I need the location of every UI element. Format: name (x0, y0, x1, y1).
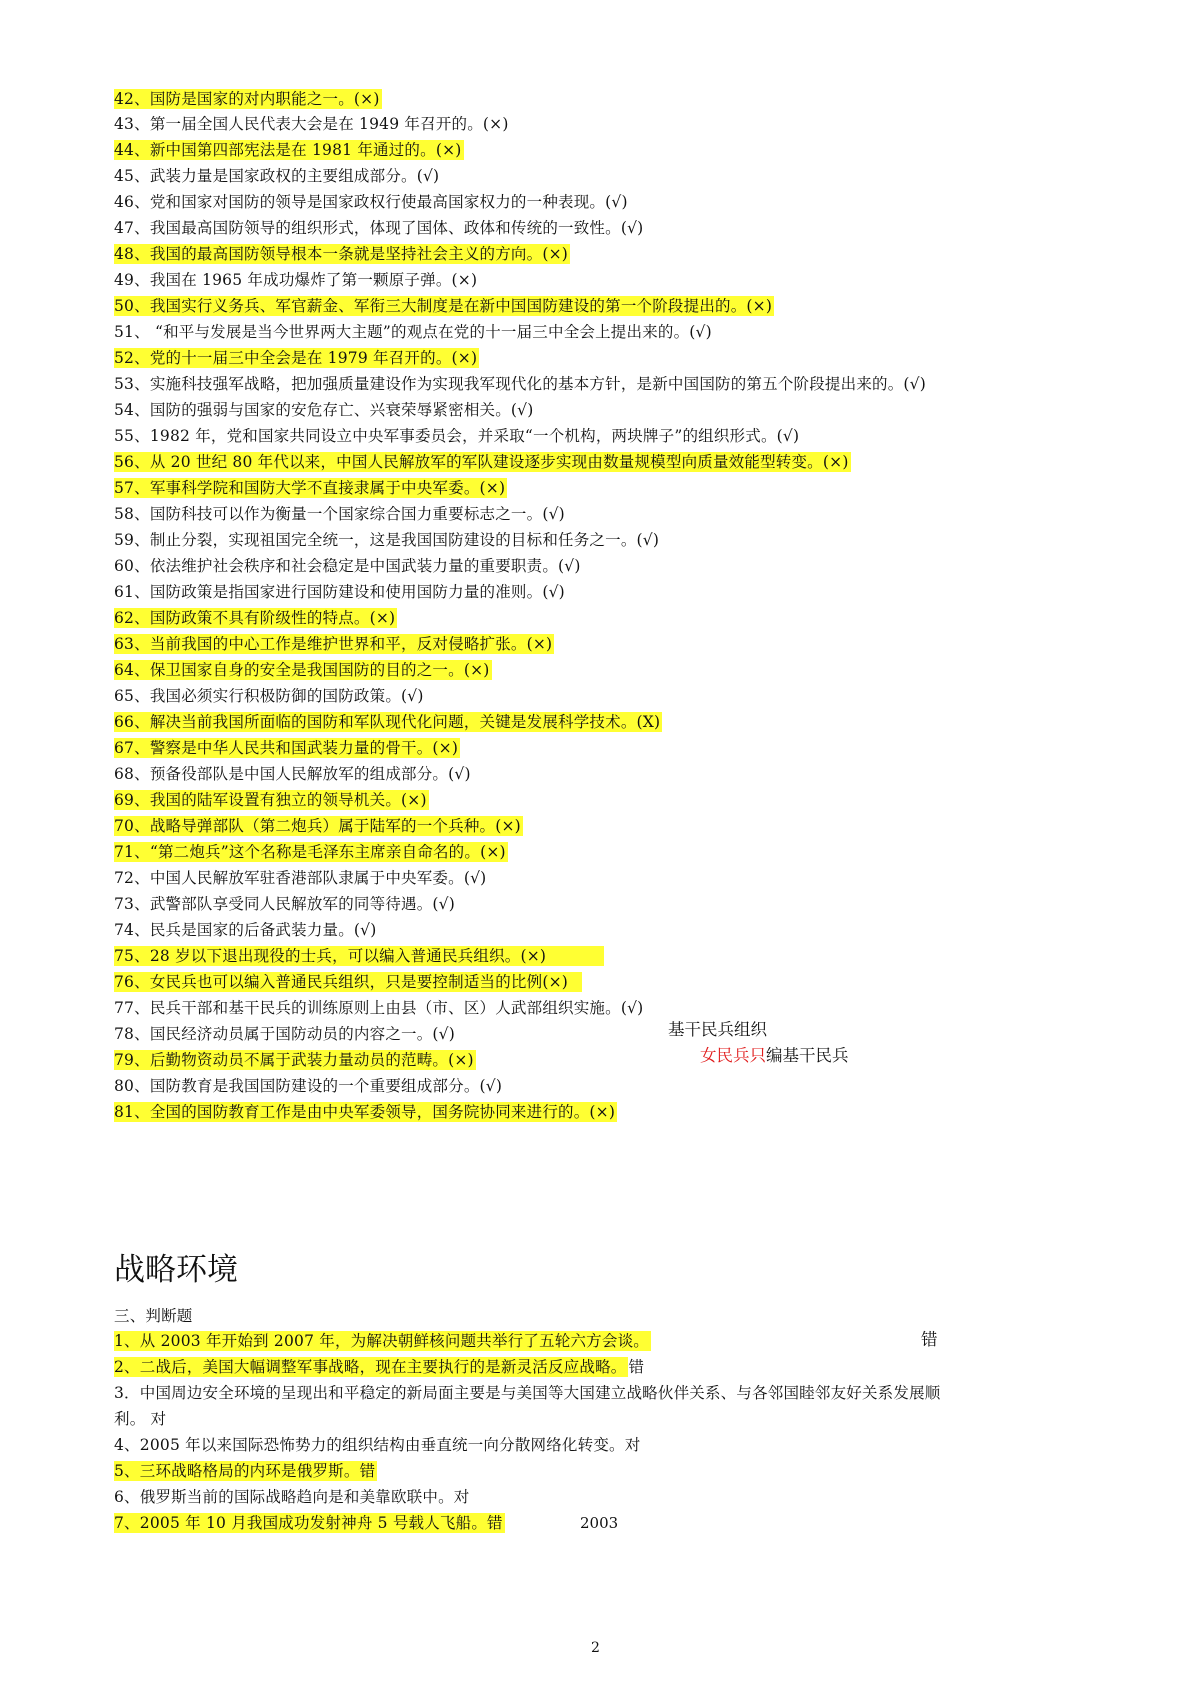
list-item (114, 399, 534, 423)
list-item (114, 1356, 644, 1380)
list-item (114, 1434, 640, 1458)
list-item (114, 451, 851, 475)
item-text: 6、俄罗斯当前的国际战略趋向是和美靠欧联中。对 (114, 1488, 470, 1506)
list-item (114, 165, 439, 189)
item-text: 68、预备役部队是中国人民解放军的组成部分。(√) (114, 765, 471, 783)
list-item (114, 477, 507, 501)
list-item (114, 1382, 940, 1406)
list-item (114, 763, 471, 787)
item-text: 57、军事科学院和国防大学不直接隶属于中央军委。(×) (114, 479, 506, 497)
margin-note: 基干民兵组织 (668, 1020, 767, 1039)
item-text: 62、国防政策不具有阶级性的特点。(×) (114, 609, 396, 627)
list-item (114, 425, 799, 449)
item-text: 81、全国的国防教育工作是由中央军委领导，国务院协同来进行的。(×) (114, 1103, 616, 1121)
page-number: 2 (591, 1640, 600, 1656)
item-text: 69、我国的陆军设置有独立的领导机关。(×) (114, 791, 427, 809)
item-text: 63、当前我国的中心工作是维护世界和平，反对侵略扩张。(×) (114, 635, 553, 653)
item-text: 80、国防教育是我国国防建设的一个重要组成部分。(√) (114, 1077, 503, 1095)
list-item (114, 997, 643, 1021)
item-text: 60、依法维护社会秩序和社会稳定是中国武装力量的重要职责。(√) (114, 557, 581, 575)
item-text: 52、党的十一届三中全会是在 1979 年召开的。(×) (114, 349, 478, 367)
list-item (114, 893, 455, 917)
list-item (114, 347, 479, 371)
item-text: 44、新中国第四部宪法是在 1981 年通过的。(×) (114, 141, 462, 159)
item-text: 71、“第二炮兵”这个名称是毛泽东主席亲自命名的。(×) (114, 843, 506, 861)
margin-note-red: 女民兵只 (700, 1046, 766, 1065)
item-text: 4、2005 年以来国际恐怖势力的组织结构由垂直统一向分散网络化转变。对 (114, 1436, 641, 1454)
item-text: 46、党和国家对国防的领导是国家政权行使最高国家权力的一种表现。(√) (114, 193, 628, 211)
list-item (114, 217, 643, 241)
item-text: 58、国防科技可以作为衡量一个国家综合国力重要标志之一。(√) (114, 505, 565, 523)
item-text: 56、从 20 世纪 80 年代以来，中国人民解放军的军队建设逐步实现由数量规模型向质量效能型转变。(×) (114, 453, 849, 471)
item-text: 74、民兵是国家的后备武装力量。(√) (114, 921, 377, 939)
answer-label: 错 (921, 1330, 938, 1349)
item-text: 49、我国在 1965 年成功爆炸了第一颗原子弹。(×) (114, 271, 478, 289)
list-item (114, 269, 477, 293)
item-text: 53、实施科技强军战略，把加强质量建设作为实现我军现代化的基本方针，是新中国国防的第五个阶段提出来的。(√) (114, 375, 926, 393)
list-item (114, 1512, 505, 1536)
item-text: 76、女民兵也可以编入普通民兵组织，只是要控制适当的比例(×) (114, 972, 582, 992)
item-text: 48、我国的最高国防领导根本一条就是坚持社会主义的方向。(×) (114, 245, 569, 263)
item-text: 66、解决当前我国所面临的国防和军队现代化问题，关键是发展科学技术。(X) (114, 713, 661, 731)
list-item (114, 971, 582, 995)
item-text: 43、第一届全国人民代表大会是在 1949 年召开的。(×) (114, 115, 509, 133)
item-text: 67、警察是中华人民共和国武装力量的骨干。(×) (114, 739, 459, 757)
list-item (114, 945, 604, 969)
list-item (114, 1023, 455, 1047)
list-item (114, 555, 581, 579)
list-item (114, 1330, 651, 1354)
list-item (114, 607, 397, 631)
list-item (114, 503, 565, 527)
item-text: 47、我国最高国防领导的组织形式，体现了国体、政体和传统的一致性。(√) (114, 219, 644, 237)
item-text: 51、 “和平与发展是当今世界两大主题”的观点在党的十一届三中全会上提出来的。(√) (114, 323, 712, 341)
section-title: 战略环境 (114, 1252, 238, 1288)
item-text: 79、后勤物资动员不属于武装力量动员的范畴。(×) (114, 1051, 474, 1069)
item-text: 54、国防的强弱与国家的安危存亡、兴衰荣辱紧密相关。(√) (114, 401, 534, 419)
list-item (114, 139, 464, 163)
item-text: 5、三环战略格局的内环是俄罗斯。错 (114, 1462, 376, 1480)
margin-note (700, 1045, 849, 1067)
list-item (114, 685, 424, 709)
list-item (114, 919, 377, 943)
item-text: 50、我国实行义务兵、军官薪金、军衔三大制度是在新中国国防建设的第一个阶段提出的。(×) (114, 297, 773, 315)
item-text: 59、制止分裂，实现祖国完全统一，这是我国国防建设的目标和任务之一。(√) (114, 531, 660, 549)
list-item (114, 1049, 476, 1073)
list-item (114, 711, 662, 735)
item-text: 利。 对 (114, 1410, 167, 1428)
list-item (114, 659, 492, 683)
item-text: 45、武装力量是国家政权的主要组成部分。(√) (114, 167, 440, 185)
list-item (114, 1075, 502, 1099)
list-item (114, 633, 554, 657)
item-text: 7、2005 年 10 月我国成功发射神舟 5 号载人飞船。错 (114, 1514, 503, 1532)
item-text: 55、1982 年，党和国家共同设立中央军事委员会，并采取“一个机构，两块牌子”的组织形式。(√) (114, 427, 800, 445)
list-item (114, 1101, 617, 1125)
item-text: 72、中国人民解放军驻香港部队隶属于中央军委。(√) (114, 869, 487, 887)
list-item (114, 581, 565, 605)
list-item (114, 1408, 166, 1432)
item-text: 3．中国周边安全环境的呈现出和平稳定的新局面主要是与美国等大国建立战略伙伴关系、与各邻国睦邻友好关系发展顺 (114, 1384, 941, 1402)
list-item (114, 113, 509, 137)
list-item (114, 373, 926, 397)
list-item (114, 1486, 469, 1510)
item-text: 65、我国必须实行积极防御的国防政策。(√) (114, 687, 424, 705)
list-item (114, 841, 508, 865)
item-text: 42、国防是国家的对内职能之一。(×) (114, 90, 380, 108)
list-item (114, 737, 460, 761)
item-text: 64、保卫国家自身的安全是我国国防的目的之一。(×) (114, 661, 490, 679)
item-text: 78、国民经济动员属于国防动员的内容之一。(√) (114, 1025, 455, 1043)
list-item (114, 321, 712, 345)
item-text: 77、民兵干部和基干民兵的训练原则上由县（市、区）人武部组织实施。(√) (114, 999, 644, 1017)
list-item (114, 88, 382, 112)
margin-note-black: 编基干民兵 (766, 1046, 849, 1065)
list-item (114, 529, 659, 553)
list-item (114, 295, 774, 319)
item-text: 73、武警部队享受同人民解放军的同等待遇。(√) (114, 895, 455, 913)
subtitle-text: 三、判断题 (114, 1307, 193, 1325)
list-item (114, 191, 628, 215)
margin-note: 2003 (580, 1514, 619, 1532)
list-item (114, 1460, 377, 1484)
list-item (114, 867, 486, 891)
list-item (114, 243, 570, 267)
item-text: 1、从 2003 年开始到 2007 年，为解决朝鲜核问题共举行了五轮六方会谈。 (114, 1332, 649, 1350)
item-text: 75、28 岁以下退出现役的士兵，可以编入普通民兵组织。(×) (114, 946, 604, 966)
list-item (114, 815, 523, 839)
item-text: 2、二战后，美国大幅调整军事战略，现在主要执行的是新灵活反应战略。 (114, 1358, 627, 1376)
section-subtitle (114, 1305, 193, 1329)
answer-label: 错 (628, 1358, 645, 1376)
item-text: 70、战略导弹部队（第二炮兵）属于陆军的一个兵种。(×) (114, 817, 521, 835)
list-item (114, 789, 429, 813)
item-text: 61、国防政策是指国家进行国防建设和使用国防力量的准则。(√) (114, 583, 565, 601)
